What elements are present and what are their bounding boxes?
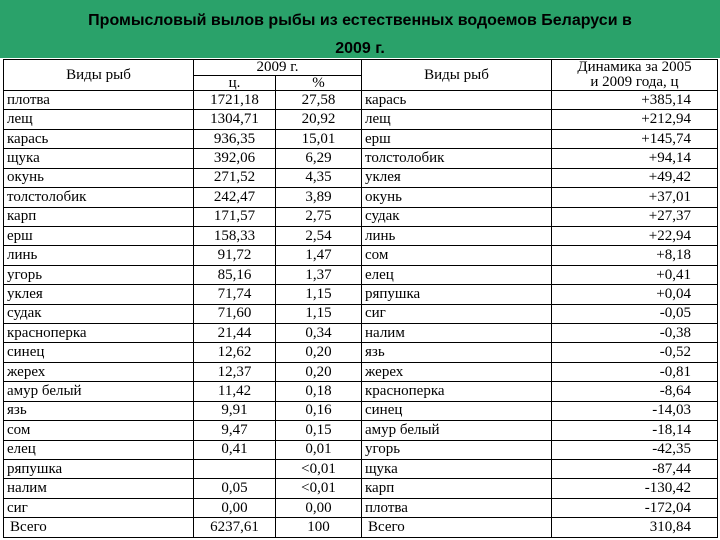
cell-total-centners: 6237,61 bbox=[194, 518, 276, 538]
cell-dynamics: +0,41 bbox=[552, 265, 718, 284]
table-row bbox=[4, 401, 718, 420]
table-row bbox=[4, 382, 718, 401]
cell-centners: 271,52 bbox=[194, 168, 276, 187]
cell-percent: 0,20 bbox=[276, 343, 362, 362]
cell-species: уклея bbox=[4, 285, 194, 304]
cell-species-2: толстолобик bbox=[362, 149, 552, 168]
cell-centners: 0,05 bbox=[194, 479, 276, 498]
cell-species: карп bbox=[4, 207, 194, 226]
cell-centners: 11,42 bbox=[194, 382, 276, 401]
cell-dynamics: -0,81 bbox=[552, 362, 718, 381]
cell-species: красноперка bbox=[4, 324, 194, 343]
cell-centners: 171,57 bbox=[194, 207, 276, 226]
cell-percent: 0,01 bbox=[276, 440, 362, 459]
catch-table bbox=[3, 59, 718, 538]
cell-percent: 2,54 bbox=[276, 226, 362, 245]
cell-percent: 0,18 bbox=[276, 382, 362, 401]
cell-percent: 1,15 bbox=[276, 304, 362, 323]
cell-centners: 12,62 bbox=[194, 343, 276, 362]
cell-centners: 1304,71 bbox=[194, 110, 276, 129]
cell-centners: 71,60 bbox=[194, 304, 276, 323]
cell-centners: 9,91 bbox=[194, 401, 276, 420]
cell-species: лещ bbox=[4, 110, 194, 129]
catch-table-container bbox=[3, 59, 717, 538]
cell-species-2: елец bbox=[362, 265, 552, 284]
cell-centners: 0,41 bbox=[194, 440, 276, 459]
cell-total-percent: 100 bbox=[276, 518, 362, 538]
table-row bbox=[4, 421, 718, 440]
table-row bbox=[4, 91, 718, 110]
header-species-2: Виды рыб bbox=[362, 60, 552, 91]
cell-percent: <0,01 bbox=[276, 460, 362, 479]
cell-centners: 0,00 bbox=[194, 498, 276, 517]
cell-percent: 0,16 bbox=[276, 401, 362, 420]
cell-species: налим bbox=[4, 479, 194, 498]
header-row bbox=[4, 60, 718, 76]
header-percent: % bbox=[276, 76, 362, 91]
cell-species-2: плотва bbox=[362, 498, 552, 517]
cell-species-2: ряпушка bbox=[362, 285, 552, 304]
cell-centners bbox=[194, 460, 276, 479]
cell-species: ерш bbox=[4, 226, 194, 245]
cell-dynamics: -130,42 bbox=[552, 479, 718, 498]
cell-species-2: карась bbox=[362, 91, 552, 110]
total-row bbox=[4, 518, 718, 538]
cell-species: окунь bbox=[4, 168, 194, 187]
table-row bbox=[4, 285, 718, 304]
cell-percent: 0,34 bbox=[276, 324, 362, 343]
cell-species: линь bbox=[4, 246, 194, 265]
cell-dynamics: +145,74 bbox=[552, 129, 718, 148]
cell-centners: 9,47 bbox=[194, 421, 276, 440]
cell-centners: 85,16 bbox=[194, 265, 276, 284]
cell-dynamics: -42,35 bbox=[552, 440, 718, 459]
cell-dynamics: +22,94 bbox=[552, 226, 718, 245]
cell-percent: 0,00 bbox=[276, 498, 362, 517]
cell-dynamics: +49,42 bbox=[552, 168, 718, 187]
cell-percent: 27,58 bbox=[276, 91, 362, 110]
table-row bbox=[4, 362, 718, 381]
header-species: Виды рыб bbox=[4, 60, 194, 91]
cell-percent: 6,29 bbox=[276, 149, 362, 168]
cell-species-2: угорь bbox=[362, 440, 552, 459]
header-dynamics bbox=[552, 60, 718, 91]
table-row bbox=[4, 246, 718, 265]
cell-species-2: жерех bbox=[362, 362, 552, 381]
cell-centners: 392,06 bbox=[194, 149, 276, 168]
table-row bbox=[4, 304, 718, 323]
cell-dynamics: +27,37 bbox=[552, 207, 718, 226]
page-title-line-1: Промысловый вылов рыбы из естественных водоемов Беларуси в bbox=[88, 12, 632, 29]
cell-dynamics: -8,64 bbox=[552, 382, 718, 401]
header-year: 2009 г. bbox=[194, 60, 362, 76]
table-row bbox=[4, 149, 718, 168]
table-row bbox=[4, 440, 718, 459]
cell-species-2: налим bbox=[362, 324, 552, 343]
table-row bbox=[4, 324, 718, 343]
cell-percent: 1,15 bbox=[276, 285, 362, 304]
cell-species-2: судак bbox=[362, 207, 552, 226]
cell-species-2: язь bbox=[362, 343, 552, 362]
cell-species-2: карп bbox=[362, 479, 552, 498]
cell-percent: 1,37 bbox=[276, 265, 362, 284]
cell-species: сом bbox=[4, 421, 194, 440]
cell-species-2: линь bbox=[362, 226, 552, 245]
cell-total-label-2: Всего bbox=[362, 518, 552, 538]
cell-dynamics: -172,04 bbox=[552, 498, 718, 517]
cell-centners: 21,44 bbox=[194, 324, 276, 343]
cell-centners: 158,33 bbox=[194, 226, 276, 245]
cell-total-label: Всего bbox=[4, 518, 194, 538]
table-row bbox=[4, 479, 718, 498]
table-row bbox=[4, 168, 718, 187]
table-row bbox=[4, 129, 718, 148]
cell-dynamics: -0,38 bbox=[552, 324, 718, 343]
header-dynamics-line-1: Динамика за 2005 bbox=[577, 59, 692, 75]
cell-species-2: амур белый bbox=[362, 421, 552, 440]
cell-species: плотва bbox=[4, 91, 194, 110]
cell-dynamics: +385,14 bbox=[552, 91, 718, 110]
cell-species-2: синец bbox=[362, 401, 552, 420]
cell-species-2: сом bbox=[362, 246, 552, 265]
table-row bbox=[4, 343, 718, 362]
table-row bbox=[4, 226, 718, 245]
cell-dynamics: +37,01 bbox=[552, 188, 718, 207]
cell-percent: <0,01 bbox=[276, 479, 362, 498]
cell-dynamics: +0,04 bbox=[552, 285, 718, 304]
table-row bbox=[4, 188, 718, 207]
cell-species-2: уклея bbox=[362, 168, 552, 187]
cell-percent: 0,20 bbox=[276, 362, 362, 381]
cell-species-2: лещ bbox=[362, 110, 552, 129]
page-title-line-2: 2009 г. bbox=[335, 40, 385, 57]
header-dynamics-line-2: и 2009 года, ц bbox=[590, 74, 679, 90]
cell-species: жерех bbox=[4, 362, 194, 381]
cell-species-2: ерш bbox=[362, 129, 552, 148]
cell-species: толстолобик bbox=[4, 188, 194, 207]
cell-species: язь bbox=[4, 401, 194, 420]
table-row bbox=[4, 460, 718, 479]
cell-dynamics: -18,14 bbox=[552, 421, 718, 440]
cell-percent: 20,92 bbox=[276, 110, 362, 129]
cell-species-2: красноперка bbox=[362, 382, 552, 401]
cell-species: амур белый bbox=[4, 382, 194, 401]
cell-centners: 936,35 bbox=[194, 129, 276, 148]
cell-dynamics: +8,18 bbox=[552, 246, 718, 265]
cell-centners: 71,74 bbox=[194, 285, 276, 304]
cell-species-2: сиг bbox=[362, 304, 552, 323]
cell-dynamics: -14,03 bbox=[552, 401, 718, 420]
cell-species-2: щука bbox=[362, 460, 552, 479]
cell-centners: 1721,18 bbox=[194, 91, 276, 110]
cell-species: щука bbox=[4, 149, 194, 168]
cell-dynamics: -87,44 bbox=[552, 460, 718, 479]
table-row bbox=[4, 110, 718, 129]
header-centners: ц. bbox=[194, 76, 276, 91]
cell-species: ряпушка bbox=[4, 460, 194, 479]
cell-dynamics: -0,52 bbox=[552, 343, 718, 362]
cell-percent: 3,89 bbox=[276, 188, 362, 207]
cell-dynamics: -0,05 bbox=[552, 304, 718, 323]
cell-species: синец bbox=[4, 343, 194, 362]
table-body bbox=[4, 91, 718, 538]
table-row bbox=[4, 498, 718, 517]
table-row bbox=[4, 207, 718, 226]
cell-species: судак bbox=[4, 304, 194, 323]
cell-species: сиг bbox=[4, 498, 194, 517]
cell-percent: 1,47 bbox=[276, 246, 362, 265]
cell-species: карась bbox=[4, 129, 194, 148]
cell-dynamics: +212,94 bbox=[552, 110, 718, 129]
cell-species: елец bbox=[4, 440, 194, 459]
cell-centners: 91,72 bbox=[194, 246, 276, 265]
cell-species-2: окунь bbox=[362, 188, 552, 207]
cell-total-dynamics: 310,84 bbox=[552, 518, 718, 538]
table-row bbox=[4, 265, 718, 284]
cell-percent: 0,15 bbox=[276, 421, 362, 440]
cell-percent: 2,75 bbox=[276, 207, 362, 226]
cell-centners: 242,47 bbox=[194, 188, 276, 207]
cell-species: угорь bbox=[4, 265, 194, 284]
title-bar bbox=[0, 0, 720, 58]
cell-dynamics: +94,14 bbox=[552, 149, 718, 168]
cell-percent: 15,01 bbox=[276, 129, 362, 148]
cell-percent: 4,35 bbox=[276, 168, 362, 187]
cell-centners: 12,37 bbox=[194, 362, 276, 381]
